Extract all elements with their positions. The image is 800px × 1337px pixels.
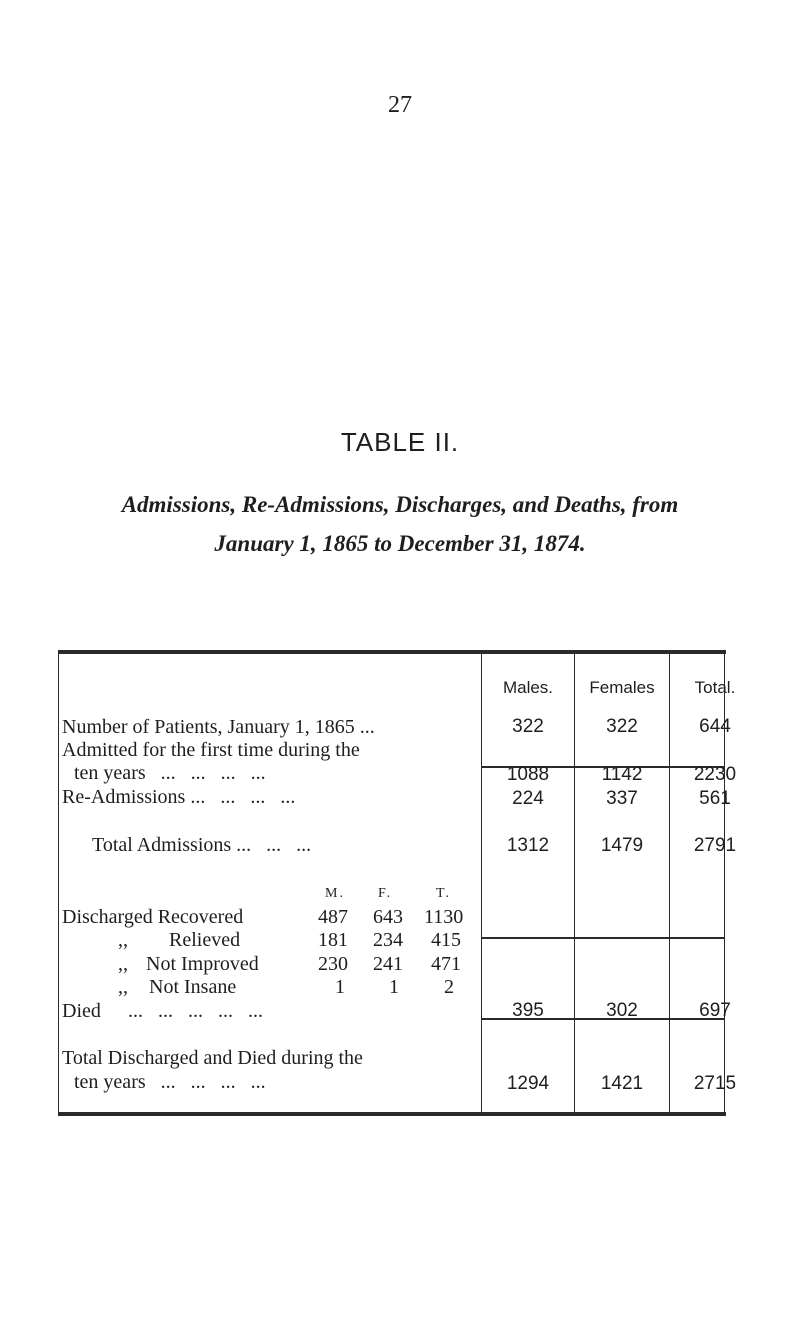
row-leader-died: ... ... ... ... ... <box>128 1000 263 1022</box>
row-label-not-improved: Not Improved <box>146 953 259 975</box>
cell-readmissions-total: 561 <box>699 788 731 809</box>
row-label-discharged-recovered: Discharged Recovered <box>62 906 244 928</box>
cell-died-total: 697 <box>699 1000 731 1021</box>
row-label-total-admissions: Total Admissions ... ... ... <box>92 834 312 856</box>
cell-not-insane-t: 2 <box>444 976 454 998</box>
cell-total-admissions-total: 2791 <box>693 835 737 856</box>
row-label-admitted-line1: Admitted for the first time during the <box>62 739 360 761</box>
column-header-females: Females <box>589 678 655 697</box>
discharge-header-t: T. <box>436 886 452 901</box>
cell-not-improved-f: 241 <box>373 953 403 975</box>
page-number: 27 <box>388 92 412 118</box>
table-top-rule <box>58 650 726 654</box>
cell-admitted-males: 1088 <box>506 764 550 785</box>
cell-readmissions-females: 337 <box>606 788 638 809</box>
ditto-mark-not-insane: ,, <box>118 976 128 998</box>
discharge-header-f: F. <box>378 886 393 901</box>
cell-patients-jan-total: 644 <box>699 716 731 737</box>
cell-total-discharged-males: 1294 <box>506 1073 550 1094</box>
discharge-header-m: M. <box>325 886 345 901</box>
column-header-total: Total. <box>694 678 736 697</box>
cell-total-admissions-males: 1312 <box>506 835 550 856</box>
cell-total-discharged-total: 2715 <box>693 1073 737 1094</box>
cell-total-admissions-females: 1479 <box>600 835 644 856</box>
cell-patients-jan-females: 322 <box>606 716 638 737</box>
ditto-mark-not-improved: ,, <box>118 953 128 975</box>
sum-rule-discharges <box>481 937 724 939</box>
row-label-not-insane: Not Insane <box>149 976 237 998</box>
cell-admitted-females: 1142 <box>601 764 643 785</box>
table-left-border <box>58 652 59 1114</box>
table-title: TABLE II. <box>340 427 460 457</box>
column-header-males: Males. <box>502 678 554 697</box>
cell-relieved-m: 181 <box>318 929 348 951</box>
table-subtitle-line2: January 1, 1865 to December 31, 1874. <box>214 531 586 556</box>
cell-died-females: 302 <box>606 1000 638 1021</box>
row-label-patients-jan: Number of Patients, January 1, 1865 ... <box>62 716 375 738</box>
cell-patients-jan-males: 322 <box>512 716 544 737</box>
cell-died-males: 395 <box>512 1000 544 1021</box>
ditto-mark-relieved: ,, <box>118 929 128 951</box>
row-label-readmissions: Re-Admissions ... ... ... ... <box>62 786 296 808</box>
cell-total-discharged-females: 1421 <box>600 1073 644 1094</box>
cell-recovered-m: 487 <box>318 906 348 928</box>
cell-not-insane-m: 1 <box>335 976 345 998</box>
cell-not-improved-t: 471 <box>431 953 461 975</box>
cell-admitted-total: 2230 <box>693 764 737 785</box>
row-label-relieved: Relieved <box>169 929 241 951</box>
row-label-admitted-line2: ten years ... ... ... ... <box>74 762 266 784</box>
row-label-total-discharged-line2: ten years ... ... ... ... <box>74 1071 266 1093</box>
cell-relieved-f: 234 <box>373 929 403 951</box>
table-subtitle-line1: Admissions, Re-Admissions, Discharges, and Deaths, from <box>121 492 679 517</box>
cell-not-insane-f: 1 <box>389 976 399 998</box>
cell-recovered-t: 1130 <box>424 906 464 928</box>
cell-recovered-f: 643 <box>373 906 403 928</box>
cell-not-improved-m: 230 <box>318 953 348 975</box>
table-bottom-rule <box>58 1112 726 1116</box>
row-label-died: Died <box>62 1000 101 1022</box>
cell-readmissions-males: 224 <box>512 788 544 809</box>
row-label-total-discharged-line1: Total Discharged and Died during the <box>62 1047 363 1069</box>
cell-relieved-t: 415 <box>431 929 461 951</box>
